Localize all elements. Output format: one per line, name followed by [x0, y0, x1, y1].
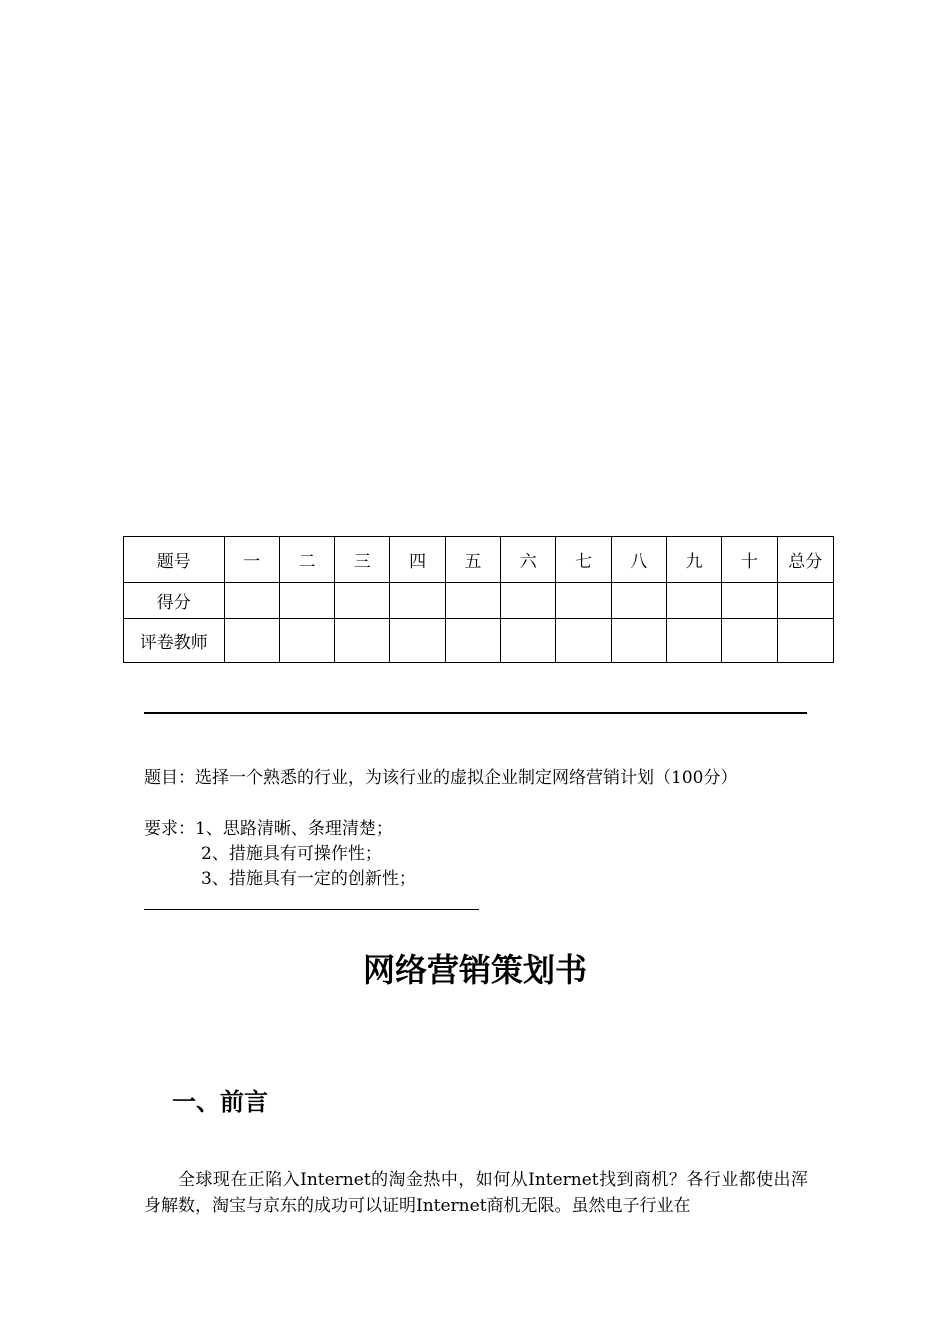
score-table — [123, 536, 834, 663]
score-cell — [722, 583, 777, 619]
header-cell-10: 十 — [722, 537, 777, 583]
grader-cell — [556, 619, 611, 663]
header-cell-5: 五 — [445, 537, 500, 583]
score-cell — [501, 583, 556, 619]
grader-cell — [501, 619, 556, 663]
grader-cell — [611, 619, 666, 663]
grader-cell — [777, 619, 833, 663]
grader-cell — [279, 619, 334, 663]
document-title: 网络营销策划书 — [362, 951, 587, 989]
body-paragraph: 全球现在正陷入Internet的淘金热中，如何从Internet找到商机？各行业都使出浑身解数，淘宝与京东的成功可以证明Internet商机无限。虽然电子行业在 — [144, 1170, 808, 1216]
header-cell-6: 六 — [501, 537, 556, 583]
section-divider — [144, 712, 807, 714]
header-cell-1: 一 — [224, 537, 279, 583]
score-cell — [445, 583, 500, 619]
section-heading-preface: 一、前言 — [172, 1088, 268, 1116]
table-row-score — [124, 583, 834, 619]
header-cell-3: 三 — [335, 537, 390, 583]
requirement-3: 3、措施具有一定的创新性； — [201, 869, 416, 889]
header-cell-8: 八 — [611, 537, 666, 583]
grader-cell — [722, 619, 777, 663]
grader-cell — [666, 619, 721, 663]
score-cell — [390, 583, 445, 619]
assignment-question: 题目：选择一个熟悉的行业，为该行业的虚拟企业制定网络营销计划（100分） — [144, 768, 738, 788]
row-label-score: 得分 — [124, 583, 225, 619]
grader-cell — [224, 619, 279, 663]
header-cell-question-no: 题号 — [124, 537, 225, 583]
grader-cell — [335, 619, 390, 663]
header-cell-9: 九 — [666, 537, 721, 583]
row-label-grader: 评卷教师 — [124, 619, 225, 663]
score-cell — [335, 583, 390, 619]
requirement-2: 2、措施具有可操作性； — [201, 844, 382, 864]
header-cell-7: 七 — [556, 537, 611, 583]
header-cell-2: 二 — [279, 537, 334, 583]
grader-cell — [445, 619, 500, 663]
score-cell — [777, 583, 833, 619]
table-row-grader — [124, 619, 834, 663]
score-cell — [666, 583, 721, 619]
score-cell — [224, 583, 279, 619]
grader-cell — [390, 619, 445, 663]
requirement-1: 要求：1、思路清晰、条理清楚； — [144, 819, 393, 839]
header-cell-total: 总分 — [777, 537, 833, 583]
score-cell — [611, 583, 666, 619]
header-cell-4: 四 — [390, 537, 445, 583]
table-header-row — [124, 537, 834, 583]
short-divider — [144, 909, 479, 910]
score-cell — [279, 583, 334, 619]
score-cell — [556, 583, 611, 619]
